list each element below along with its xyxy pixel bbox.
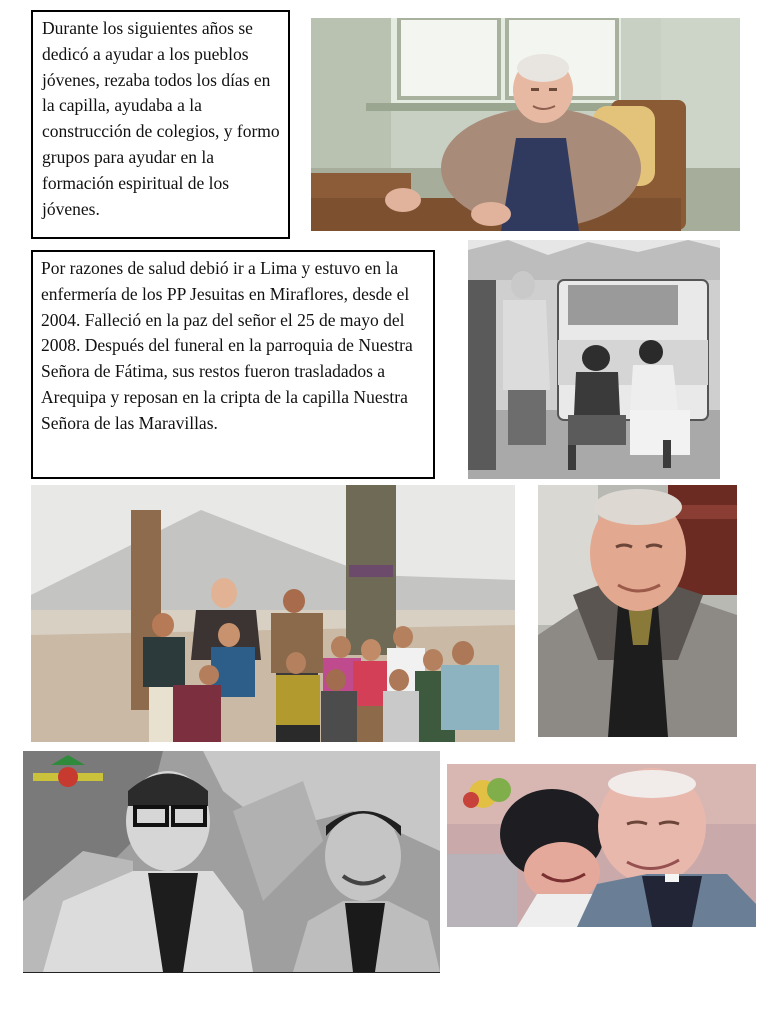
paragraph-1: Durante los siguientes años se dedicó a ayudar a los pueblos jóvenes, rezaba todos los días en la capilla, ayudaba a la construcción de colegios, y formo grupos para ayudar en la formación espiritual de los jóvenes. bbox=[42, 18, 280, 219]
photo-children-desert bbox=[31, 485, 515, 742]
photo-elderly-portrait bbox=[538, 485, 737, 737]
photo-truck-street bbox=[468, 240, 720, 479]
photo-priest-armchair bbox=[311, 18, 740, 231]
photo-embrace bbox=[447, 764, 756, 927]
photo-two-priests bbox=[23, 751, 440, 973]
text-block-2 bbox=[31, 250, 435, 479]
paragraph-2: Por razones de salud debió ir a Lima y estuvo en la enfermería de los PP Jesuitas en Miraflores, desde el 2004. Falleció en la paz del señor el 25 de mayo del 2008. Después del funeral en la parroquia de Nuestra Señora de Fátima, sus restos fueron trasladados a Arequipa y reposan en la cripta de la capilla Nuestra Señora de las Maravillas. bbox=[41, 258, 413, 433]
text-block-1 bbox=[31, 10, 290, 239]
